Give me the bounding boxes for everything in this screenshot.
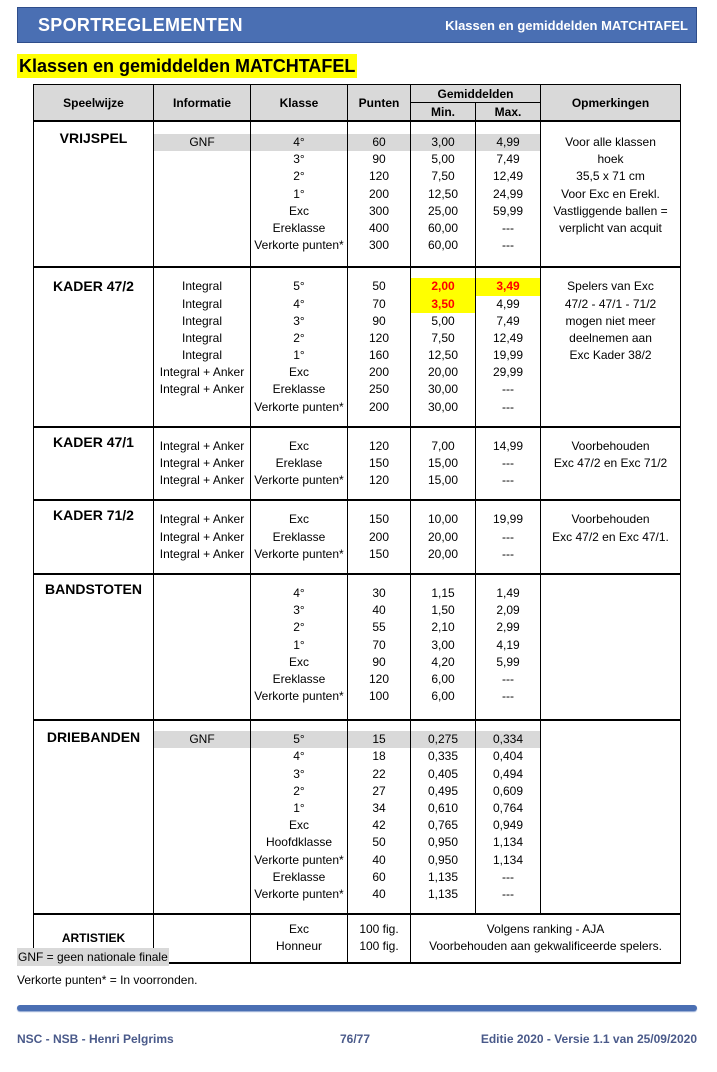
remark-line: Voorbehouden xyxy=(571,512,650,527)
cell-info: Integral + Anker xyxy=(159,473,245,488)
cell-min: 0,950 xyxy=(427,852,459,867)
cell-max: --- xyxy=(502,886,514,901)
cell-info xyxy=(154,637,250,654)
punten-cell xyxy=(348,720,411,914)
cell-min: 12,50 xyxy=(427,186,459,201)
cell-klasse: 4° xyxy=(251,134,347,151)
cell-min: 1,15 xyxy=(431,585,455,600)
page-header xyxy=(17,7,697,43)
info-cell xyxy=(154,121,251,267)
cell-klasse: 4° xyxy=(293,585,305,600)
cell-klasse: 1° xyxy=(293,348,305,363)
cell-max: 1,134 xyxy=(492,852,524,867)
cell-klasse: Ereklasse xyxy=(272,382,326,397)
cell-klasse: Hoofdklasse xyxy=(265,835,333,850)
cell-info xyxy=(154,602,250,619)
cell-info: Integral xyxy=(181,279,223,294)
info-cell xyxy=(154,267,251,427)
max-cell xyxy=(476,574,541,720)
min-cell xyxy=(411,574,476,720)
cell-klasse: 2° xyxy=(293,620,305,635)
cell-info xyxy=(154,399,250,416)
cell-klasse: Exc xyxy=(288,203,309,218)
cell-punten: 120 xyxy=(368,330,390,345)
cell-max: --- xyxy=(502,399,514,414)
cell-min: 3,00 xyxy=(431,637,455,652)
cell-info xyxy=(154,151,250,168)
max-cell xyxy=(476,720,541,914)
max-cell xyxy=(476,267,541,427)
cell-info: Integral + Anker xyxy=(159,456,245,470)
cell-klasse: Verkorte punten* xyxy=(254,852,344,867)
cell-klasse: Verkorte punten* xyxy=(254,238,344,253)
klasse-cell xyxy=(251,720,348,914)
max-cell xyxy=(476,500,541,574)
cell-info xyxy=(154,619,250,636)
remark-line: 47/2 - 47/1 - 71/2 xyxy=(564,296,657,311)
cell-max: --- xyxy=(502,671,514,686)
cell-punten: 200 xyxy=(368,529,390,544)
min-cell xyxy=(411,267,476,427)
page-title: Klassen en gemiddelden MATCHTAFEL xyxy=(19,56,356,76)
cell-max: --- xyxy=(502,220,514,235)
cell-min: 0,495 xyxy=(427,783,459,798)
cell-info: Integral + Anker xyxy=(159,365,245,380)
max-cell xyxy=(476,427,541,501)
cell-klasse: 2° xyxy=(293,169,305,184)
cell-min: 15,00 xyxy=(427,473,459,488)
cell-punten: 30 xyxy=(372,585,386,600)
cell-min: 15,00 xyxy=(427,456,459,470)
cell-info xyxy=(154,654,250,671)
col-punten: Punten xyxy=(348,85,411,122)
min-cell xyxy=(411,121,476,267)
cell-punten: 120 xyxy=(368,169,390,184)
cell-punten: 15 xyxy=(348,731,410,748)
klasse-cell xyxy=(251,500,348,574)
cell-min: 2,00 xyxy=(411,278,475,295)
cell-klasse: 3° xyxy=(293,152,305,167)
remark-line: Vastliggende ballen = xyxy=(553,203,668,218)
cell-punten: 60 xyxy=(372,869,386,884)
remark-line: Voorbehouden aan gekwalificeerde spelers. xyxy=(429,939,662,954)
cell-info: Integral xyxy=(181,348,223,363)
cell-klasse: Verkorte punten* xyxy=(254,399,344,414)
min-cell xyxy=(411,500,476,574)
col-klasse: Klasse xyxy=(251,85,348,122)
cell-info: GNF xyxy=(154,134,250,151)
section-row xyxy=(34,720,681,914)
cell-min: 30,00 xyxy=(427,399,459,414)
cell-max: 4,19 xyxy=(496,637,520,652)
cell-min: 5,00 xyxy=(431,152,455,167)
section-name: VRIJSPEL xyxy=(34,121,154,267)
cell-info xyxy=(154,852,250,869)
cell-min: 20,00 xyxy=(427,365,459,380)
cell-klasse: 5° xyxy=(293,279,305,294)
cell-max: --- xyxy=(502,689,514,704)
cell-klasse: 3° xyxy=(293,603,305,618)
cell-punten: 120 xyxy=(368,671,390,686)
cell-klasse: Ereklase xyxy=(275,456,323,470)
cell-punten: 160 xyxy=(368,348,390,363)
cell-punten: 40 xyxy=(372,852,386,867)
remark-line: Voor Exc en Erekl. xyxy=(561,186,660,201)
punten-cell xyxy=(348,914,411,962)
cell-punten: 100 fig. xyxy=(359,939,399,954)
min-cell xyxy=(411,720,476,914)
cell-info: GNF xyxy=(154,731,250,748)
klasse-cell xyxy=(251,427,348,501)
cell-max: 0,494 xyxy=(492,766,524,781)
punten-cell xyxy=(348,500,411,574)
cell-klasse: Honneur xyxy=(275,939,323,954)
cell-punten: 22 xyxy=(372,766,386,781)
cell-info: Integral + Anker xyxy=(159,438,245,453)
cell-punten: 150 xyxy=(368,512,390,527)
punten-cell xyxy=(348,574,411,720)
cell-punten: 55 xyxy=(372,620,386,635)
cell-max: --- xyxy=(502,473,514,488)
cell-max: --- xyxy=(502,238,514,253)
cell-max: 19,99 xyxy=(492,512,524,527)
col-min: Min. xyxy=(411,103,476,122)
cell-min: 60,00 xyxy=(427,220,459,235)
cell-info xyxy=(154,220,250,237)
cell-info xyxy=(154,834,250,851)
section-row xyxy=(34,427,681,501)
cell-max: 2,99 xyxy=(496,620,520,635)
cell-max: 29,99 xyxy=(492,365,524,380)
cell-klasse: 3° xyxy=(293,313,305,328)
header-subtitle: Klassen en gemiddelden MATCHTAFEL xyxy=(445,17,688,33)
cell-klasse: Exc xyxy=(288,818,309,833)
cell-info xyxy=(154,168,250,185)
cell-min: 30,00 xyxy=(427,382,459,397)
cell-min: 20,00 xyxy=(427,529,459,544)
cell-info: Integral xyxy=(181,330,223,345)
cell-klasse: Exc xyxy=(288,365,309,380)
cell-info xyxy=(154,186,250,203)
cell-min: 12,50 xyxy=(427,348,459,363)
cell-max: 0,949 xyxy=(492,818,524,833)
cell-max: --- xyxy=(502,529,514,544)
remark-line: Exc Kader 38/2 xyxy=(569,348,652,363)
col-gemiddelden: Gemiddelden xyxy=(411,85,541,103)
section-row xyxy=(34,574,681,720)
footnote-gnf: GNF = geen nationale finale xyxy=(18,950,168,964)
section-name: KADER 71/2 xyxy=(34,500,154,574)
cell-klasse: 1° xyxy=(293,801,305,815)
cell-klasse: 3° xyxy=(293,766,305,781)
remarks-cell xyxy=(541,427,681,501)
cell-punten: 18 xyxy=(372,749,386,764)
cell-min: 1,135 xyxy=(427,886,459,901)
remark-line: mogen niet meer xyxy=(565,313,656,328)
section-name: KADER 47/2 xyxy=(34,267,154,427)
cell-info xyxy=(154,688,250,705)
cell-info xyxy=(154,237,250,254)
footer-author: NSC - NSB - Henri Pelgrims xyxy=(17,1032,174,1046)
cell-max: 59,99 xyxy=(492,203,524,218)
cell-min: 25,00 xyxy=(427,203,459,218)
remarks-cell xyxy=(541,720,681,914)
cell-info xyxy=(154,203,250,220)
cell-max: 3,49 xyxy=(476,278,540,295)
cell-max: 1,49 xyxy=(496,585,520,600)
cell-max: 12,49 xyxy=(492,169,524,184)
remark-line: Exc 47/2 en Exc 47/1. xyxy=(552,529,669,544)
section-row xyxy=(34,121,681,267)
remarks-cell xyxy=(541,500,681,574)
cell-max: 24,99 xyxy=(492,186,524,201)
footnote-verkort: Verkorte punten* = In voorronden. xyxy=(17,973,198,987)
cell-punten: 50 xyxy=(372,279,386,294)
section-row xyxy=(34,267,681,427)
cell-klasse: Exc xyxy=(288,654,309,669)
cell-max: --- xyxy=(502,456,514,470)
col-max: Max. xyxy=(476,103,541,122)
cell-punten: 70 xyxy=(372,296,386,311)
cell-klasse: Ereklasse xyxy=(272,529,326,544)
cell-klasse: 5° xyxy=(251,731,347,748)
cell-klasse: Exc xyxy=(288,512,309,527)
cell-punten: 40 xyxy=(372,886,386,901)
cell-min: 6,00 xyxy=(431,689,455,704)
cell-punten: 90 xyxy=(372,654,386,669)
remark-line: Spelers van Exc xyxy=(567,279,654,294)
cell-min: 2,10 xyxy=(431,620,455,635)
classes-table xyxy=(33,84,681,964)
cell-info xyxy=(154,585,250,602)
cell-punten: 100 xyxy=(368,689,390,704)
page-number: 76/77 xyxy=(340,1032,371,1046)
info-cell xyxy=(154,574,251,720)
cell-punten: 27 xyxy=(372,783,386,798)
cell-min: 0,405 xyxy=(427,766,459,781)
punten-cell xyxy=(348,427,411,501)
cell-klasse: 2° xyxy=(293,330,305,345)
cell-min: 0,765 xyxy=(427,818,459,833)
cell-punten: 250 xyxy=(368,382,390,397)
klasse-cell xyxy=(251,121,348,267)
info-cell xyxy=(154,427,251,501)
remarks-cell xyxy=(411,914,681,962)
cell-info xyxy=(154,748,250,765)
header-title: SPORTREGLEMENTEN xyxy=(38,14,243,35)
cell-punten: 300 xyxy=(368,203,390,218)
cell-punten: 300 xyxy=(368,238,390,253)
cell-max: 12,49 xyxy=(492,330,524,345)
klasse-cell xyxy=(251,574,348,720)
cell-klasse: Verkorte punten* xyxy=(254,473,344,488)
cell-klasse: Exc xyxy=(288,438,309,453)
info-cell xyxy=(154,500,251,574)
klasse-cell xyxy=(251,267,348,427)
cell-min: 20,00 xyxy=(427,546,459,561)
cell-max: 0,404 xyxy=(492,749,524,764)
cell-max: 0,609 xyxy=(492,783,524,798)
cell-info: Integral + Anker xyxy=(159,512,245,527)
cell-info: Integral xyxy=(181,313,223,328)
cell-info xyxy=(154,886,250,903)
cell-punten: 90 xyxy=(372,313,386,328)
cell-punten: 60 xyxy=(348,134,410,151)
remarks-cell xyxy=(541,574,681,720)
section-name: DRIEBANDEN xyxy=(34,720,154,914)
remark-line: Voor alle klassen xyxy=(565,135,656,149)
cell-klasse: Ereklasse xyxy=(272,869,326,884)
cell-klasse: 4° xyxy=(293,749,305,764)
cell-klasse: 1° xyxy=(293,637,305,652)
cell-min: 0,950 xyxy=(427,835,459,850)
col-informatie: Informatie xyxy=(154,85,251,122)
cell-max: 7,49 xyxy=(496,313,520,328)
cell-punten: 120 xyxy=(368,438,390,453)
cell-min: 7,00 xyxy=(431,438,455,453)
remark-line: Voorbehouden xyxy=(571,438,650,453)
remarks-cell xyxy=(541,121,681,267)
cell-max: --- xyxy=(502,382,514,397)
cell-min: 1,50 xyxy=(431,603,455,618)
cell-min: 5,00 xyxy=(431,313,455,328)
cell-max: 5,99 xyxy=(496,654,520,669)
cell-max: --- xyxy=(502,869,514,884)
remark-line: 35,5 x 71 cm xyxy=(576,169,645,184)
cell-min: 0,610 xyxy=(427,801,459,815)
cell-min: 7,50 xyxy=(431,330,455,345)
cell-punten: 100 fig. xyxy=(359,922,399,937)
min-cell xyxy=(411,427,476,501)
cell-min: 60,00 xyxy=(427,238,459,253)
remark-line: Volgens ranking - AJA xyxy=(486,922,605,937)
cell-klasse: Verkorte punten* xyxy=(254,689,344,704)
footer-edition: Editie 2020 - Versie 1.1 van 25/09/2020 xyxy=(480,1032,697,1046)
cell-min: 0,335 xyxy=(427,749,459,764)
footer-divider xyxy=(17,1005,697,1011)
cell-min: 10,00 xyxy=(427,512,459,527)
section-name: BANDSTOTEN xyxy=(34,574,154,720)
cell-max: 4,99 xyxy=(476,134,540,151)
cell-klasse: Exc xyxy=(288,922,309,937)
cell-klasse: Verkorte punten* xyxy=(254,546,344,561)
cell-info: Integral + Anker xyxy=(159,546,245,561)
cell-punten: 42 xyxy=(372,818,386,833)
info-cell xyxy=(154,720,251,914)
cell-punten: 40 xyxy=(372,603,386,618)
cell-max: 1,134 xyxy=(492,835,524,850)
cell-punten: 70 xyxy=(372,637,386,652)
cell-klasse: 1° xyxy=(293,186,305,201)
cell-info xyxy=(154,869,250,886)
cell-punten: 50 xyxy=(372,835,386,850)
cell-punten: 200 xyxy=(368,186,390,201)
cell-punten: 200 xyxy=(368,399,390,414)
cell-max: 4,99 xyxy=(496,296,520,311)
cell-punten: 90 xyxy=(372,152,386,167)
remarks-cell xyxy=(541,267,681,427)
cell-info xyxy=(154,766,250,783)
cell-klasse: 2° xyxy=(293,783,305,798)
cell-info xyxy=(154,783,250,800)
cell-max: 14,99 xyxy=(492,438,524,453)
cell-max: --- xyxy=(502,546,514,561)
cell-punten: 150 xyxy=(368,546,390,561)
cell-info xyxy=(154,817,250,834)
cell-info: Integral xyxy=(181,296,223,311)
cell-punten: 34 xyxy=(372,801,386,815)
cell-klasse: Ereklasse xyxy=(272,671,326,686)
remark-line: Exc 47/2 en Exc 71/2 xyxy=(553,456,668,471)
col-speelwijze: Speelwijze xyxy=(34,85,154,122)
cell-min: 3,50 xyxy=(411,296,475,313)
punten-cell xyxy=(348,267,411,427)
cell-min: 6,00 xyxy=(431,671,455,686)
klasse-cell xyxy=(251,914,348,962)
remark-line: hoek xyxy=(597,152,624,167)
section-name: ARTISTIEK xyxy=(34,914,154,962)
punten-cell xyxy=(348,121,411,267)
cell-max: 0,334 xyxy=(476,731,540,748)
cell-max: 19,99 xyxy=(492,348,524,363)
section-name: KADER 47/1 xyxy=(34,427,154,501)
cell-punten: 400 xyxy=(368,220,390,235)
cell-info xyxy=(154,800,250,817)
cell-klasse: Verkorte punten* xyxy=(254,886,344,901)
cell-punten: 120 xyxy=(368,473,390,488)
remark-line: verplicht van acquit xyxy=(559,221,662,236)
section-row xyxy=(34,500,681,574)
max-cell xyxy=(476,121,541,267)
cell-min: 4,20 xyxy=(431,654,455,669)
cell-min: 1,135 xyxy=(427,869,459,884)
cell-min: 0,275 xyxy=(411,731,475,748)
cell-punten: 200 xyxy=(368,365,390,380)
cell-max: 0,764 xyxy=(492,801,524,815)
col-opmerkingen: Opmerkingen xyxy=(541,85,681,122)
cell-klasse: 4° xyxy=(293,296,305,311)
cell-max: 7,49 xyxy=(496,152,520,167)
cell-info: Integral + Anker xyxy=(159,529,245,544)
cell-max: 2,09 xyxy=(496,603,520,618)
cell-klasse: Ereklasse xyxy=(272,220,326,235)
cell-min: 3,00 xyxy=(411,134,475,151)
cell-info xyxy=(154,671,250,688)
cell-punten: 150 xyxy=(368,456,390,470)
remark-line: deelnemen aan xyxy=(569,330,652,345)
cell-info: Integral + Anker xyxy=(159,382,245,397)
cell-min: 7,50 xyxy=(431,169,455,184)
